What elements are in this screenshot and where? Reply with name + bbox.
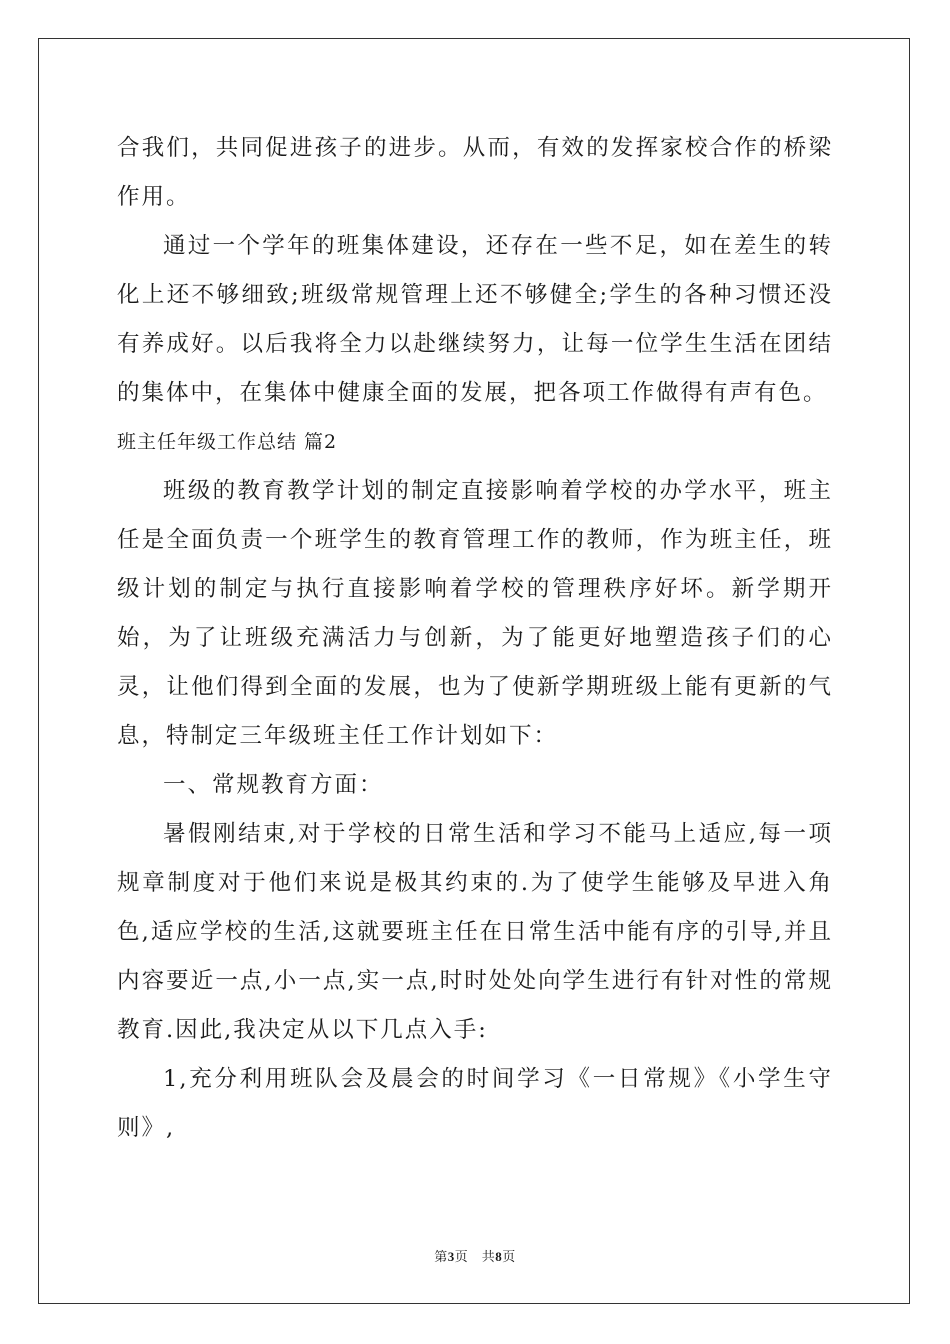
section-heading: 班主任年级工作总结 篇2 (117, 431, 338, 453)
footer-prefix: 第 (434, 1250, 448, 1265)
paragraph-routine-details: 暑假刚结束,对于学校的日常生活和学习不能马上适应,每一项规章制度对于他们来说是极其约束的.为了使学生能够及早进入角色,适应学校的生活,这就要班主任在日常生活中能有序的引导,并且内容要近一点,小一点,实一点,时时处处向学生进行有针对性的常规教育.因此,我决定从以下几点入手: (117, 821, 833, 1043)
paragraph-shortcomings: 通过一个学年的班集体建设，还存在一些不足，如在差生的转化上还不够细致;班级常规管理上还不够健全;学生的各种习惯还没有养成好。以后我将全力以赴继续努力，让每一位学生生活在团结的集体中，在集体中健康全面的发展，把各项工作做得有声有色。 (117, 233, 833, 406)
subheading-routine-education: 一、常规教育方面： (163, 772, 384, 798)
paragraph-plan-intro: 班级的教育教学计划的制定直接影响着学校的办学水平，班主任是全面负责一个班学生的教育管理工作的教师，作为班主任，班级计划的制定与执行直接影响着学校的管理秩序好坏。新学期开始，为了让班级充满活力与创新，为了能更好地塑造孩子们的心灵，让他们得到全面的发展，也为了使新学期班级上能有更新的气息，特制定三年级班主任工作计划如下： (117, 478, 833, 749)
list-item-1: 1,充分利用班队会及晨会的时间学习《一日常规》《小学生守则》, (117, 1066, 833, 1141)
document-body (117, 124, 833, 1153)
total-page-number: 8 (495, 1249, 503, 1264)
footer-middle: 页 共 (454, 1250, 496, 1265)
page-footer (0, 1246, 950, 1265)
current-page-number: 3 (447, 1249, 455, 1264)
footer-suffix: 页 (502, 1250, 516, 1265)
paragraph-continuation: 合我们，共同促进孩子的进步。从而，有效的发挥家校合作的桥梁作用。 (117, 135, 833, 210)
